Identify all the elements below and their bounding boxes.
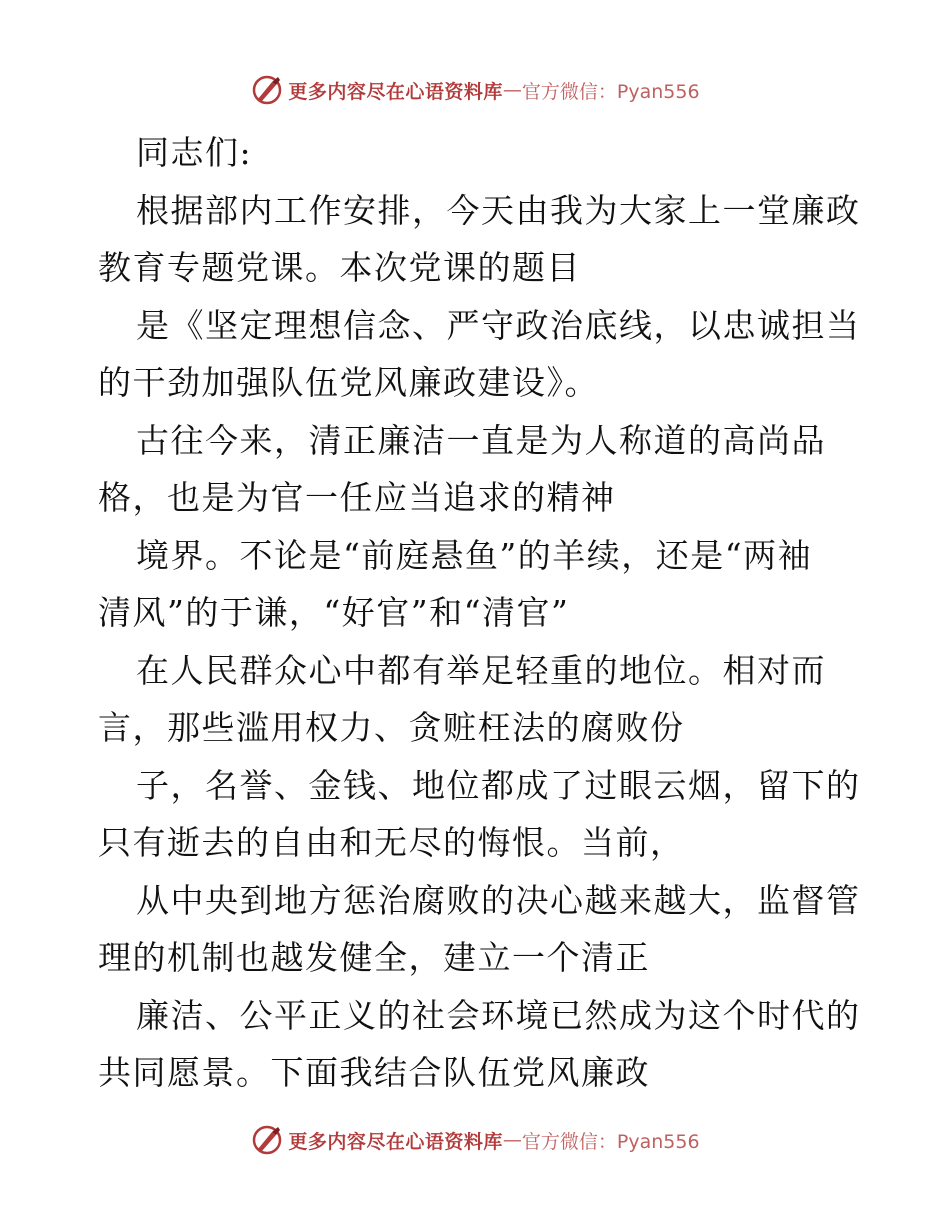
text-line: 是《坚定理想信念、严守政治底线，以忠诚担当 bbox=[136, 305, 861, 345]
text-line: 清风”的于谦，“好官”和“清官” bbox=[98, 593, 570, 632]
text-line: 只有逝去的自由和无尽的悔恨。当前， bbox=[98, 823, 685, 862]
text-line: 古往今来，清正廉洁一直是为人称道的高尚品 bbox=[136, 420, 826, 460]
watermark-contact-text: 官方微信：Pyan556 bbox=[521, 1130, 700, 1153]
footer-watermark bbox=[0, 1120, 950, 1160]
text-line: 理的机制也越发健全，建立一个清正 bbox=[98, 938, 650, 977]
text-line: 境界。不论是“前庭悬鱼”的羊续，还是“两袖 bbox=[136, 535, 813, 575]
text-line: 在人民群众心中都有举足轻重的地位。相对而 bbox=[136, 650, 826, 690]
text-line: 格，也是为官一任应当追求的精神 bbox=[98, 478, 616, 517]
watermark-dash: — bbox=[502, 79, 522, 101]
quill-pen-circle-icon bbox=[250, 73, 284, 107]
watermark-dash: — bbox=[502, 1129, 522, 1151]
text-line: 教育专题党课。本次党课的题目 bbox=[98, 248, 581, 287]
quill-pen-circle-icon bbox=[250, 1123, 284, 1157]
text-line: 的干劲加强队伍党风廉政建设》。 bbox=[98, 363, 599, 402]
document-body bbox=[98, 124, 861, 1102]
text-line: 从中央到地方惩治腐败的决心越来越大，监督管 bbox=[136, 880, 861, 920]
header-watermark bbox=[0, 70, 950, 110]
text-line: 根据部内工作安排，今天由我为大家上一堂廉政 bbox=[136, 190, 861, 230]
text-line: 廉洁、公平正义的社会环境已然成为这个时代的 bbox=[136, 995, 861, 1035]
text-line: 同志们: bbox=[136, 133, 253, 172]
text-line: 共同愿景。下面我结合队伍党风廉政 bbox=[98, 1053, 650, 1092]
watermark-contact-text: 官方微信：Pyan556 bbox=[521, 80, 700, 103]
watermark-site-text: 更多内容尽在心语资料库 bbox=[288, 1130, 503, 1153]
watermark-site-text: 更多内容尽在心语资料库 bbox=[288, 80, 503, 103]
text-line: 子，名誉、金钱、地位都成了过眼云烟，留下的 bbox=[136, 765, 861, 805]
text-line: 言，那些滥用权力、贪赃枉法的腐败份 bbox=[98, 708, 685, 747]
